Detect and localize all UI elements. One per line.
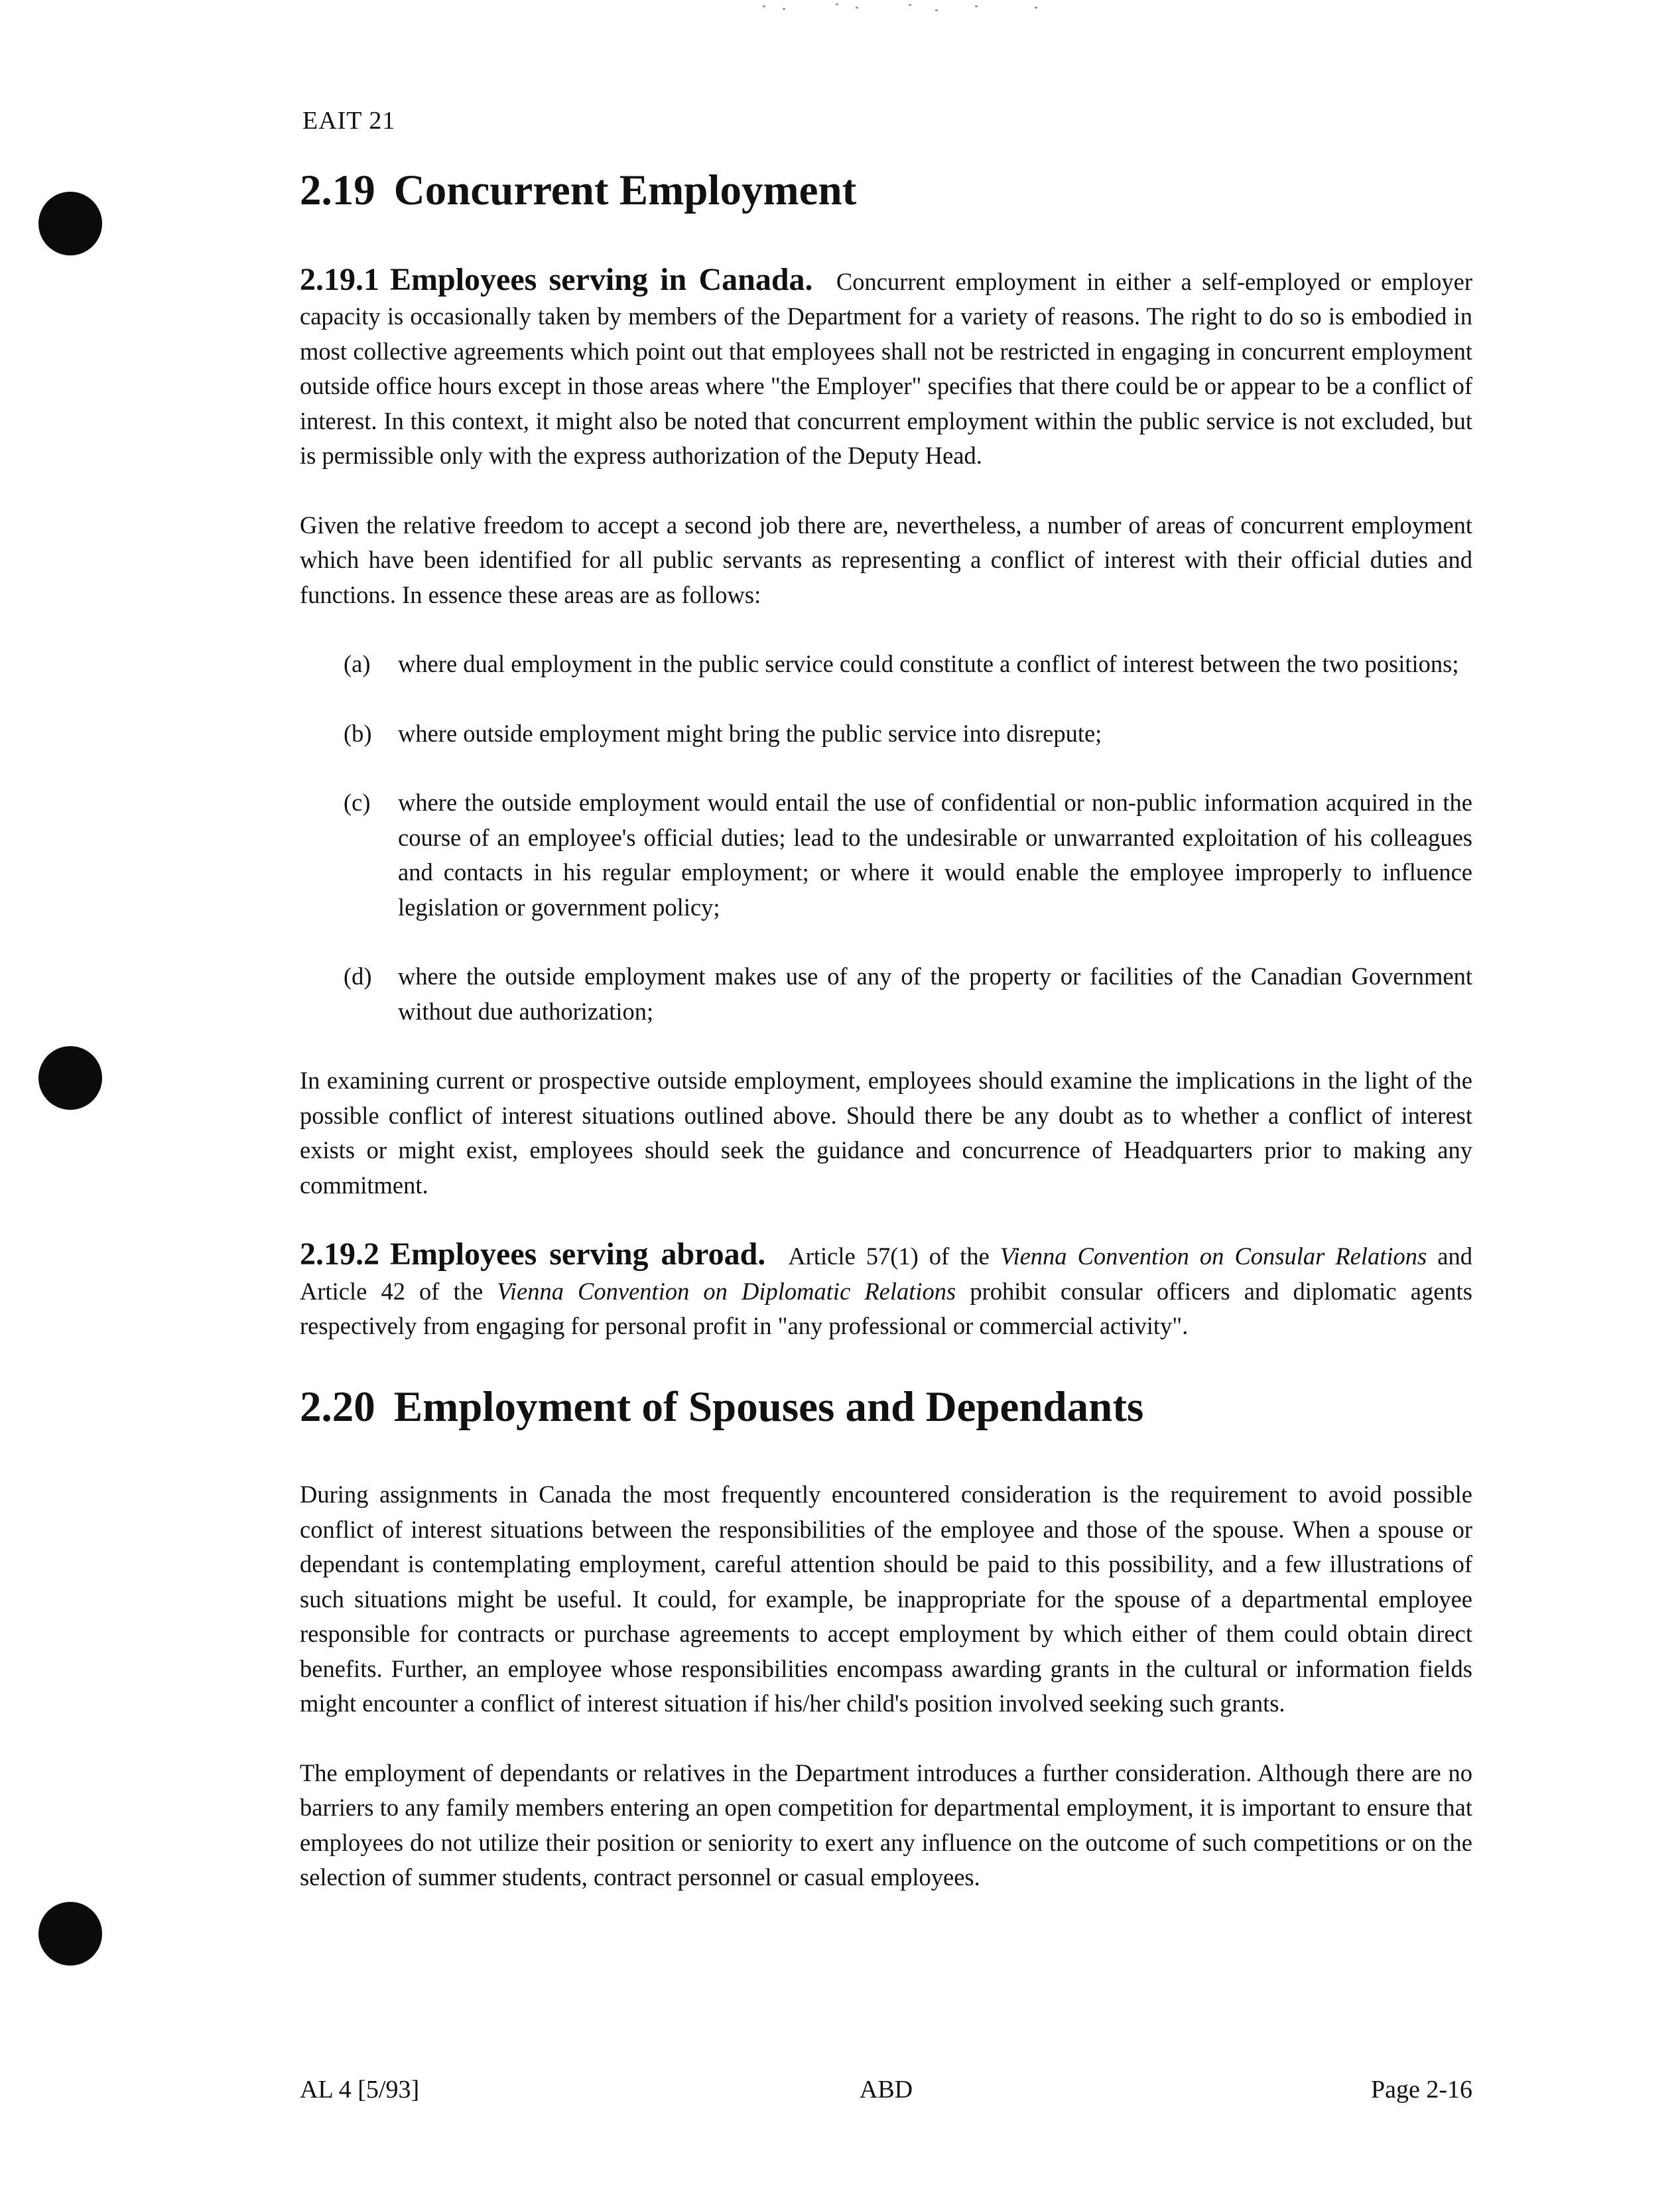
section-number: 2.19: [300, 167, 375, 214]
document-page: [300, 106, 1472, 1930]
list-item: (b) where outside employment might bring the public service into disrepute;: [344, 719, 1102, 747]
paragraph-2-19-2: 2.19.2 Employees serving abroad. Article 57(1) of the Vienna Convention on Consular Relations and Article 42 of the Vienna Convention on Diplomatic Relations prohibit consular officers and diplomatic agents respectively from engaging for personal profit in "any professional or commercial activity".: [300, 1237, 1472, 1339]
section-title: Concurrent Employment: [393, 167, 857, 214]
page-footer: [300, 2075, 1472, 2108]
binder-hole: [38, 1046, 102, 1110]
paragraph-2-19-1: [300, 263, 1472, 474]
section-heading-2-20: [300, 1384, 1472, 1432]
paragraph-dependants: The employment of dependants or relatives in the Department introduces a further consideration. Although there are no barriers to any family members entering an open competition for departmental employment, it is important to ensure that employees do not utilize their position or seniority to exert any influence on the outcome of such competitions or on the selection of summer students, contract personnel or casual employees.: [300, 1759, 1472, 1891]
paragraph-examining: In examining current or prospective outside employment, employees should examine the implications in the light of the possible conflict of interest situations outlined above. Should there be any doubt as to whether a conflict of interest exists or might exist, employees should seek the guidance and concurrence of Headquarters prior to making any commitment.: [300, 1067, 1472, 1199]
subsection-heading: 2.19.2 Employees serving abroad.: [300, 1237, 766, 1272]
section-number: 2.20: [300, 1382, 375, 1431]
section-title: Employment of Spouses and Dependants: [393, 1382, 1144, 1431]
conflict-areas-list: [300, 647, 1472, 1029]
footer-amendment: AL 4 [5/93]: [300, 2076, 420, 2104]
paragraph-text: Concurrent employment in either a self-employed or employer capacity is occasionally taken by members of the Department for a variety of reasons. The right to do so is embodied in most collective agreements which point out that employees shall not be restricted in engaging in concurrent employment outside office hours except in those areas where "the Employer" specifies that there could be or appear to be a conflict of interest. In this context, it might also be noted that concurrent employment within the public service is not excluded, but is permissible only with the express authorization of the Deputy Head.: [300, 267, 1472, 469]
paragraph-given: Given the relative freedom to accept a second job there are, nevertheless, a number of areas of concurrent employment which have been identified for all public servants as representing a conflict of interest with their official duties and functions. In essence these areas are as follows:: [300, 511, 1472, 608]
list-item: (c) where the outside employment would entail the use of confidential or non-public information acquired in the course of an employee's official duties; lead to the undesirable or unwarranted exploitation of his colleagues and contacts in his regular employment; or where it would enable the employee improperly to influence legislation or government policy;: [344, 789, 1472, 921]
footer-code: ABD: [859, 2076, 913, 2104]
treaty-title: Vienna Convention on Diplomatic Relations: [497, 1277, 956, 1305]
binder-hole: [38, 1902, 102, 1966]
section-heading-2-19: [300, 167, 1472, 215]
scan-noise: [756, 0, 1061, 13]
list-item: (d) where the outside employment makes use of any of the property or facilities of the Canadian Government without due authorization;: [344, 963, 1472, 1025]
document-code: EAIT 21: [302, 107, 396, 135]
binder-hole: [38, 192, 102, 255]
page-number: Page 2-16: [1370, 2076, 1472, 2104]
list-item: (a) where dual employment in the public service could constitute a conflict of interest between the two positions;: [344, 650, 1459, 677]
subsection-heading: 2.19.1 Employees serving in Canada.: [300, 261, 813, 297]
treaty-title: Vienna Convention on Consular Relations: [1000, 1242, 1427, 1270]
paragraph-spouses: During assignments in Canada the most frequently encountered consideration is the requirement to avoid possible conflict of interest situations between the responsibilities of the employee and those of the spouse. When a spouse or dependant is contemplating employment, careful attention should be paid to this possibility, and a few illustrations of such situations might be useful. It could, for example, be inappropriate for the spouse of a departmental employee responsible for contracts or purchase agreements to accept employment by which either of them could obtain direct benefits. Further, an employee whose responsibilities encompass awarding grants in the cultural or information fields might encounter a conflict of interest situation if his/her child's position involved seeking such grants.: [300, 1481, 1472, 1717]
